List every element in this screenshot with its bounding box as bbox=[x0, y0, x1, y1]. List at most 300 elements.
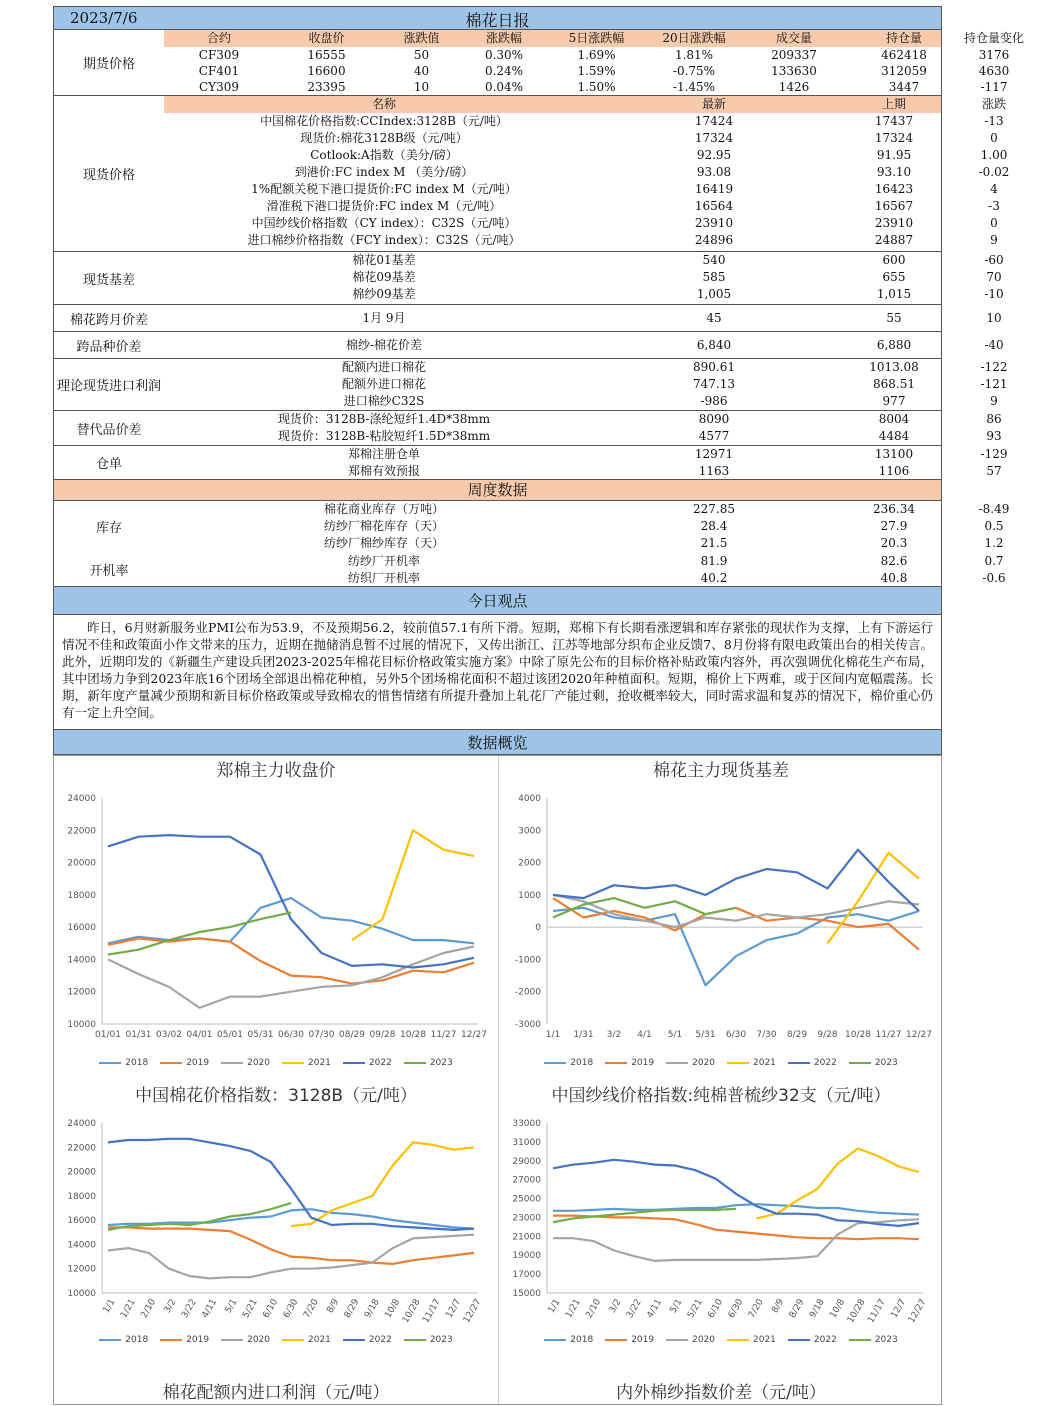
y-tick-label: 15000 bbox=[512, 1289, 541, 1299]
futures-col-header: 5日涨跌幅 bbox=[568, 31, 625, 45]
futures-col-header: 持仓量变化 bbox=[963, 31, 1024, 45]
spot-row-cell: 16423 bbox=[874, 182, 914, 196]
x-tick-label: 5/1 bbox=[223, 1297, 240, 1316]
legend-item bbox=[99, 1058, 148, 1068]
operating-row-cell: 0.7 bbox=[984, 554, 1004, 568]
inventory-row-cell: 1.2 bbox=[984, 536, 1004, 550]
y-tick-label: 0 bbox=[535, 923, 541, 934]
chart-yarn-spread bbox=[499, 1378, 943, 1406]
spot-row-cell: 进口棉纱价格指数（FCY index）：C32S（元/吨） bbox=[247, 233, 521, 247]
legend-swatch bbox=[544, 1062, 566, 1064]
spot-row-cell: 到港价:FC index M （美分/磅） bbox=[294, 165, 474, 179]
legend-item bbox=[605, 1058, 654, 1068]
basis-row-cell: 棉纱09基差 bbox=[352, 287, 416, 301]
legend-label: 2019 bbox=[186, 1335, 210, 1345]
x-tick-label: 1/1 bbox=[101, 1297, 118, 1316]
legend-label: 2021 bbox=[753, 1058, 776, 1068]
x-tick-label: 07/30 bbox=[308, 1030, 335, 1040]
chart-legend bbox=[499, 1335, 943, 1345]
x-tick-label: 3/2 bbox=[606, 1030, 622, 1040]
basis-section bbox=[53, 252, 1004, 305]
legend-swatch bbox=[727, 1339, 749, 1341]
legend-swatch bbox=[160, 1339, 182, 1341]
y-tick-label: 12000 bbox=[67, 1264, 96, 1275]
x-tick-label: 5/21 bbox=[241, 1297, 260, 1321]
x-tick-label: 12/27 bbox=[906, 1030, 932, 1040]
operating-row bbox=[164, 553, 1004, 570]
spot-row-cell: 17324 bbox=[694, 131, 734, 145]
legend-item bbox=[343, 1058, 392, 1068]
chart-yarn-index bbox=[499, 1081, 943, 1351]
legend-swatch bbox=[727, 1062, 749, 1064]
x-tick-label: 8/9 bbox=[325, 1297, 342, 1316]
spot-row-cell: 现货价:棉花3128B级（元/吨） bbox=[300, 131, 468, 145]
x-tick-label: 10/8 bbox=[828, 1297, 848, 1321]
series-line-2022 bbox=[108, 1139, 474, 1230]
legend-item bbox=[544, 1335, 593, 1345]
y-tick-label: 22000 bbox=[67, 1143, 96, 1154]
x-tick-label: 4/11 bbox=[200, 1297, 220, 1321]
legend-label: 2019 bbox=[186, 1058, 210, 1068]
import-row-cell: 进口棉纱C32S bbox=[343, 394, 425, 408]
cross-row-cell: 棉纱-棉花价差 bbox=[345, 338, 423, 352]
legend-swatch bbox=[666, 1339, 688, 1341]
legend-label: 2023 bbox=[429, 1335, 453, 1345]
operating-row-cell: -0.6 bbox=[982, 571, 1006, 585]
legend-swatch bbox=[221, 1339, 243, 1341]
legend-label: 2020 bbox=[692, 1335, 715, 1345]
futures-col-header: 合约 bbox=[206, 31, 231, 45]
x-tick-label: 01/31 bbox=[125, 1030, 152, 1040]
substitute-row-cell: 4577 bbox=[698, 429, 730, 443]
futures-cell: 0.30% bbox=[484, 48, 524, 62]
legend-swatch bbox=[99, 1339, 121, 1341]
spot-row-cell: 92.95 bbox=[696, 148, 732, 162]
futures-cell: 312059 bbox=[881, 64, 927, 78]
operating-row bbox=[164, 570, 1006, 587]
series-line-2023 bbox=[108, 913, 291, 955]
legend-item bbox=[282, 1335, 331, 1345]
substitute-section bbox=[53, 411, 1002, 446]
substitute-row-cell: 86 bbox=[986, 412, 1002, 426]
y-tick-label: 23000 bbox=[512, 1213, 541, 1224]
import-row-cell: 868.51 bbox=[873, 377, 915, 391]
futures-cell: 1426 bbox=[778, 80, 810, 94]
chart-legend bbox=[54, 1058, 498, 1068]
series-line-2020 bbox=[108, 947, 474, 1008]
basis-row-cell: 655 bbox=[882, 270, 906, 284]
legend-swatch bbox=[221, 1062, 243, 1064]
legend-label: 2022 bbox=[368, 1335, 392, 1345]
x-tick-label: 6/30 bbox=[281, 1297, 301, 1321]
legend-label: 2023 bbox=[874, 1058, 898, 1068]
y-tick-label: 27000 bbox=[512, 1175, 541, 1186]
futures-cell: 50 bbox=[413, 48, 430, 62]
legend-label: 2022 bbox=[368, 1058, 392, 1068]
series-line-2018 bbox=[553, 908, 919, 986]
legend-swatch bbox=[343, 1339, 365, 1341]
futures-cell: 1.81% bbox=[674, 48, 714, 62]
chart-title: 中国棉花价格指数：3128B（元/吨） bbox=[135, 1086, 417, 1106]
legend-item bbox=[727, 1058, 776, 1068]
spot-row-cell: 16567 bbox=[874, 199, 914, 213]
inventory-row-cell: 227.85 bbox=[693, 502, 735, 516]
spot-row-cell: 23910 bbox=[694, 216, 734, 230]
spot-row-cell: -0.02 bbox=[978, 165, 1010, 179]
substitute-row bbox=[164, 428, 1002, 445]
spot-row bbox=[164, 147, 1008, 164]
futures-col-header: 涨跌值 bbox=[403, 31, 440, 45]
spot-row bbox=[164, 113, 1004, 130]
substitute-row bbox=[164, 411, 1002, 428]
spot-row-cell: 1.00 bbox=[980, 148, 1008, 162]
x-tick-label: 3/22 bbox=[625, 1297, 644, 1321]
spread-row-cell: 55 bbox=[886, 311, 902, 325]
x-tick-label: 9/18 bbox=[363, 1297, 382, 1321]
spot-row-cell: 17437 bbox=[874, 114, 914, 128]
y-tick-label: 17000 bbox=[512, 1270, 541, 1281]
y-tick-label: 14000 bbox=[67, 955, 96, 966]
x-tick-label: 12/7 bbox=[889, 1297, 909, 1321]
futures-cell: CF401 bbox=[198, 64, 240, 78]
spot-row-cell: 24887 bbox=[874, 233, 914, 247]
warehouse-row-cell: 12971 bbox=[694, 447, 734, 461]
legend-swatch bbox=[544, 1339, 566, 1341]
weekly-title: 周度数据 bbox=[53, 480, 942, 501]
spot-row-cell: 93.08 bbox=[696, 165, 732, 179]
legend-label: 2021 bbox=[753, 1335, 776, 1345]
chart-svg bbox=[499, 1081, 943, 1351]
import-row-cell: -122 bbox=[980, 360, 1008, 374]
legend-item bbox=[282, 1058, 331, 1068]
futures-cell: CF309 bbox=[198, 48, 240, 62]
inventory-row-cell: 21.5 bbox=[700, 536, 728, 550]
spot-row bbox=[164, 181, 998, 198]
warehouse-row-cell: 57 bbox=[986, 464, 1002, 478]
x-tick-label: 11/27 bbox=[430, 1030, 457, 1040]
spot-header-row bbox=[164, 96, 1006, 113]
cross-row bbox=[164, 337, 1004, 354]
x-tick-label: 4/11 bbox=[645, 1297, 665, 1321]
futures-cell: 16600 bbox=[307, 64, 346, 78]
x-tick-label: 8/29 bbox=[787, 1297, 807, 1321]
legend-label: 2022 bbox=[813, 1335, 837, 1345]
legend-label: 2023 bbox=[874, 1335, 898, 1345]
inventory-row bbox=[164, 535, 1004, 552]
cross-row-cell: 6,840 bbox=[696, 338, 732, 352]
x-tick-label: 8/29 bbox=[786, 1030, 808, 1040]
y-tick-label: 33000 bbox=[512, 1119, 541, 1129]
legend-swatch bbox=[788, 1339, 810, 1341]
basis-row-cell: 70 bbox=[986, 270, 1002, 284]
futures-col-header: 持仓量 bbox=[885, 31, 922, 45]
basis-row-cell: -10 bbox=[984, 287, 1004, 301]
legend-item bbox=[221, 1335, 270, 1345]
y-tick-label: 31000 bbox=[512, 1137, 541, 1148]
futures-cell: -0.75% bbox=[672, 64, 716, 78]
chart-basis bbox=[499, 756, 943, 1074]
legend-item bbox=[544, 1058, 593, 1068]
x-tick-label: 5/1 bbox=[668, 1297, 685, 1316]
overview-title: 数据概览 bbox=[53, 729, 942, 755]
warehouse-row bbox=[164, 446, 1008, 463]
x-tick-label: 7/30 bbox=[756, 1030, 777, 1040]
legend-swatch bbox=[605, 1062, 627, 1064]
x-tick-label: 10/8 bbox=[383, 1297, 403, 1321]
x-tick-label: 1/21 bbox=[119, 1297, 138, 1321]
futures-cell: 23395 bbox=[307, 80, 346, 94]
x-tick-label: 5/31 bbox=[695, 1030, 716, 1040]
spot-section bbox=[53, 96, 1010, 252]
y-tick-label: 18000 bbox=[67, 1191, 96, 1202]
futures-cell: 3447 bbox=[888, 80, 920, 94]
operating-row-cell: 纺织厂开机率 bbox=[347, 571, 420, 585]
futures-col-header: 收盘价 bbox=[308, 31, 345, 45]
legend-label: 2018 bbox=[125, 1058, 149, 1068]
warehouse-row-cell: 1106 bbox=[878, 464, 910, 478]
basis-row bbox=[164, 286, 1004, 303]
charts-area bbox=[53, 755, 942, 1405]
x-tick-label: 12/7 bbox=[444, 1297, 464, 1321]
warehouse-category: 仓单 bbox=[95, 457, 122, 472]
x-tick-label: 7/20 bbox=[302, 1297, 321, 1321]
y-tick-label: 1000 bbox=[518, 890, 541, 901]
y-tick-label: 24000 bbox=[67, 1119, 96, 1129]
legend-label: 2019 bbox=[631, 1058, 655, 1068]
import-row bbox=[164, 376, 1008, 393]
legend-label: 2022 bbox=[813, 1058, 837, 1068]
legend-item bbox=[404, 1058, 453, 1068]
legend-swatch bbox=[788, 1062, 810, 1064]
import-profit-section bbox=[53, 359, 1008, 411]
futures-cell: 0.24% bbox=[484, 64, 524, 78]
x-tick-label: 8/9 bbox=[770, 1297, 787, 1316]
x-tick-label: 1/31 bbox=[573, 1030, 594, 1040]
warehouse-row bbox=[164, 463, 1002, 480]
warehouse-row-cell: -129 bbox=[980, 447, 1008, 461]
y-tick-label: 14000 bbox=[67, 1240, 96, 1251]
basis-row-cell: 585 bbox=[702, 270, 726, 284]
import-row bbox=[164, 359, 1008, 376]
x-tick-label: 1/1 bbox=[545, 1030, 561, 1040]
y-tick-label: 16000 bbox=[67, 923, 96, 934]
y-tick-label: 21000 bbox=[512, 1232, 541, 1243]
x-tick-label: 5/21 bbox=[686, 1297, 705, 1321]
legend-swatch bbox=[404, 1339, 426, 1341]
x-tick-label: 12/27 bbox=[906, 1297, 929, 1325]
y-tick-label: 24000 bbox=[67, 794, 96, 804]
x-tick-label: 09/28 bbox=[369, 1030, 396, 1040]
warehouse-row-cell: 1163 bbox=[698, 464, 730, 478]
legend-item bbox=[727, 1335, 776, 1345]
x-tick-label: 6/30 bbox=[725, 1030, 747, 1040]
x-tick-label: 6/30 bbox=[726, 1297, 746, 1321]
report-date: 2023/7/6 bbox=[70, 9, 138, 27]
y-tick-label: 16000 bbox=[67, 1216, 96, 1227]
operating-row-cell: 40.2 bbox=[700, 571, 728, 585]
basis-row-cell: -60 bbox=[984, 253, 1004, 267]
report-header bbox=[53, 6, 942, 30]
x-tick-label: 9/18 bbox=[808, 1297, 827, 1321]
chart-title: 棉花主力现货基差 bbox=[653, 761, 789, 781]
futures-cell: 16555 bbox=[307, 48, 346, 62]
spot-row-cell: 9 bbox=[990, 233, 998, 247]
inventory-row-cell: 纺纱厂棉花库存（天） bbox=[323, 519, 444, 533]
cross-section bbox=[53, 332, 1004, 359]
futures-cell: 40 bbox=[413, 64, 430, 78]
futures-cell: 1.69% bbox=[577, 48, 616, 62]
inventory-row-cell: 28.4 bbox=[700, 519, 728, 533]
legend-swatch bbox=[282, 1339, 304, 1341]
legend-swatch bbox=[849, 1062, 871, 1064]
x-tick-label: 01/01 bbox=[95, 1030, 121, 1040]
futures-cell: 10 bbox=[413, 80, 430, 94]
chart-title: 中国纱线价格指数:纯棉普梳纱32支（元/吨） bbox=[551, 1086, 891, 1106]
view-text: 昨日，6月财新服务业PMI公布为53.9，不及预期56.2，较前值57.1有所下滑。短期，郑棉下有长期看涨逻辑和库存紧张的现状作为支撑，上有下游运行情况不佳和政策面小作文带来的压力，近期在抛储消息暂不过展的情况下，又传出浙江、江苏等地部分织布企业反馈7、8月份将有限电政策出台的相关传言。此外，近期印发的《新疆生产建设兵团2023-2025年棉花目标价格政策实施方案》中除了原先公布的目标价格补贴政策内容外，再次强调优化棉花生产布局，其中团场力争到2023年底16个团场全部退出棉花种植，另外5个团场棉花面积不超过该团2020年种植面积。短期，棉价上下两难，或于区间内宽幅震荡。长期，新年度产量减少预期和新目标价格政策或导致棉农的惜售情绪有所提升叠加上轧花厂产能过剩，抢收概率较大，同时需求温和复苏的情况下，棉价重心仍有一定上升空间。 bbox=[53, 615, 942, 729]
y-tick-label: 10000 bbox=[67, 1020, 96, 1030]
spot-row bbox=[164, 215, 998, 232]
legend-item bbox=[849, 1335, 898, 1345]
report-page bbox=[53, 6, 1024, 1405]
x-tick-label: 05/01 bbox=[217, 1030, 243, 1040]
operating-row-cell: 82.6 bbox=[880, 554, 908, 568]
legend-label: 2020 bbox=[247, 1335, 270, 1345]
futures-cell: 0.04% bbox=[484, 80, 524, 94]
spot-row-cell: 16564 bbox=[694, 199, 734, 213]
spot-row-cell: 0 bbox=[990, 216, 998, 230]
futures-cell: 462418 bbox=[881, 48, 927, 62]
spot-row-cell: -3 bbox=[988, 199, 1000, 213]
legend-label: 2018 bbox=[570, 1058, 594, 1068]
legend-item bbox=[221, 1058, 270, 1068]
futures-cell: -117 bbox=[980, 80, 1008, 94]
import-row-cell: 1013.08 bbox=[869, 360, 919, 374]
legend-label: 2023 bbox=[429, 1058, 453, 1068]
substitute-row-cell: 4484 bbox=[878, 429, 910, 443]
warehouse-row-cell: 郑棉注册仓单 bbox=[347, 447, 420, 461]
inventory-row-cell: -8.49 bbox=[978, 502, 1010, 516]
inventory-row-cell: 20.3 bbox=[880, 536, 908, 550]
warehouse-row-cell: 13100 bbox=[874, 447, 914, 461]
warehouse-row-cell: 郑棉有效预报 bbox=[347, 464, 420, 478]
spot-col-header: 名称 bbox=[371, 97, 396, 111]
futures-category: 期货价格 bbox=[82, 57, 135, 72]
import-row bbox=[164, 393, 998, 410]
chart-import-profit bbox=[54, 1378, 498, 1406]
spread-section bbox=[53, 305, 1002, 332]
x-tick-label: 9/28 bbox=[817, 1030, 838, 1040]
cross-category: 跨品种价差 bbox=[76, 339, 142, 355]
spot-row-cell: 16419 bbox=[694, 182, 734, 196]
x-tick-label: 2/10 bbox=[584, 1297, 604, 1321]
legend-swatch bbox=[666, 1062, 688, 1064]
futures-col-header: 涨跌幅 bbox=[485, 31, 522, 45]
spot-row-cell: 4 bbox=[990, 182, 998, 196]
inventory-row bbox=[164, 518, 1004, 535]
x-tick-label: 8/29 bbox=[342, 1297, 362, 1321]
spot-row bbox=[164, 198, 1000, 215]
y-tick-label: 10000 bbox=[67, 1289, 96, 1299]
spot-row-cell: 91.95 bbox=[876, 148, 912, 162]
legend-swatch bbox=[849, 1339, 871, 1341]
series-line-2020 bbox=[553, 1219, 919, 1261]
basis-row-cell: 1,015 bbox=[876, 287, 912, 301]
x-tick-label: 05/31 bbox=[247, 1030, 274, 1040]
legend-label: 2018 bbox=[125, 1335, 149, 1345]
x-tick-label: 10/28 bbox=[400, 1030, 426, 1040]
spread-row bbox=[164, 310, 1002, 327]
legend-item bbox=[849, 1058, 898, 1068]
legend-item bbox=[788, 1335, 837, 1345]
spot-row bbox=[164, 164, 1010, 181]
futures-cell: 4630 bbox=[978, 64, 1010, 78]
series-line-2022 bbox=[553, 850, 919, 911]
legend-swatch bbox=[343, 1062, 365, 1064]
spot-row-cell: 93.10 bbox=[876, 165, 912, 179]
spot-col-header: 最新 bbox=[701, 97, 726, 111]
chart-legend bbox=[499, 1058, 943, 1068]
x-tick-label: 3/22 bbox=[180, 1297, 199, 1321]
y-tick-label: 19000 bbox=[512, 1251, 541, 1262]
y-tick-label: 29000 bbox=[512, 1156, 541, 1167]
futures-row bbox=[164, 79, 1008, 96]
spread-row-cell: 45 bbox=[706, 311, 722, 325]
futures-cell: 209337 bbox=[771, 48, 817, 62]
futures-cell: -1.45% bbox=[672, 80, 716, 94]
y-tick-label: 12000 bbox=[67, 987, 96, 998]
x-tick-label: 12/27 bbox=[461, 1030, 487, 1040]
inventory-row-cell: 236.34 bbox=[873, 502, 915, 516]
x-tick-label: 3/2 bbox=[607, 1297, 624, 1316]
series-line-2021 bbox=[352, 830, 474, 940]
legend-item bbox=[343, 1335, 392, 1345]
spot-row-cell: 24896 bbox=[694, 233, 734, 247]
spot-row-cell: 滑准税下港口提货价:FC index M（元/吨） bbox=[266, 199, 502, 213]
y-tick-label: -1000 bbox=[514, 955, 541, 966]
report-title: 棉花日报 bbox=[465, 11, 530, 30]
series-line-2022 bbox=[108, 835, 474, 967]
view-title: 今日观点 bbox=[53, 587, 942, 615]
legend-item bbox=[666, 1335, 715, 1345]
chart-title: 内外棉纱指数价差（元/吨） bbox=[616, 1383, 826, 1403]
chart-svg bbox=[54, 756, 498, 1074]
spot-row-cell: 中国棉花价格指数:CCIndex:3128B（元/吨） bbox=[260, 114, 508, 128]
spot-row-cell: 0 bbox=[990, 131, 998, 145]
x-tick-label: 4/1 bbox=[637, 1030, 652, 1040]
basis-row-cell: 棉花09基差 bbox=[352, 270, 416, 284]
import-row-cell: -121 bbox=[980, 377, 1008, 391]
legend-label: 2020 bbox=[247, 1058, 270, 1068]
chart-svg bbox=[54, 1081, 498, 1351]
y-tick-label: 4000 bbox=[518, 794, 541, 804]
series-line-2021 bbox=[291, 1142, 474, 1226]
legend-item bbox=[99, 1335, 148, 1345]
y-tick-label: 22000 bbox=[67, 826, 96, 837]
x-tick-label: 11/27 bbox=[875, 1030, 902, 1040]
x-tick-label: 06/30 bbox=[278, 1030, 304, 1040]
inventory-row bbox=[164, 501, 1010, 518]
legend-swatch bbox=[605, 1339, 627, 1341]
basis-row bbox=[164, 269, 1002, 286]
import-row-cell: 977 bbox=[882, 394, 906, 408]
substitute-row-cell: 93 bbox=[986, 429, 1002, 443]
basis-row-cell: 540 bbox=[702, 253, 726, 267]
futures-row bbox=[164, 47, 1010, 64]
spread-row-cell: 1月 9月 bbox=[362, 311, 406, 325]
spread-row-cell: 10 bbox=[986, 311, 1002, 325]
chart-zhengmian-close bbox=[54, 756, 498, 1074]
x-tick-label: 03/02 bbox=[156, 1030, 182, 1040]
